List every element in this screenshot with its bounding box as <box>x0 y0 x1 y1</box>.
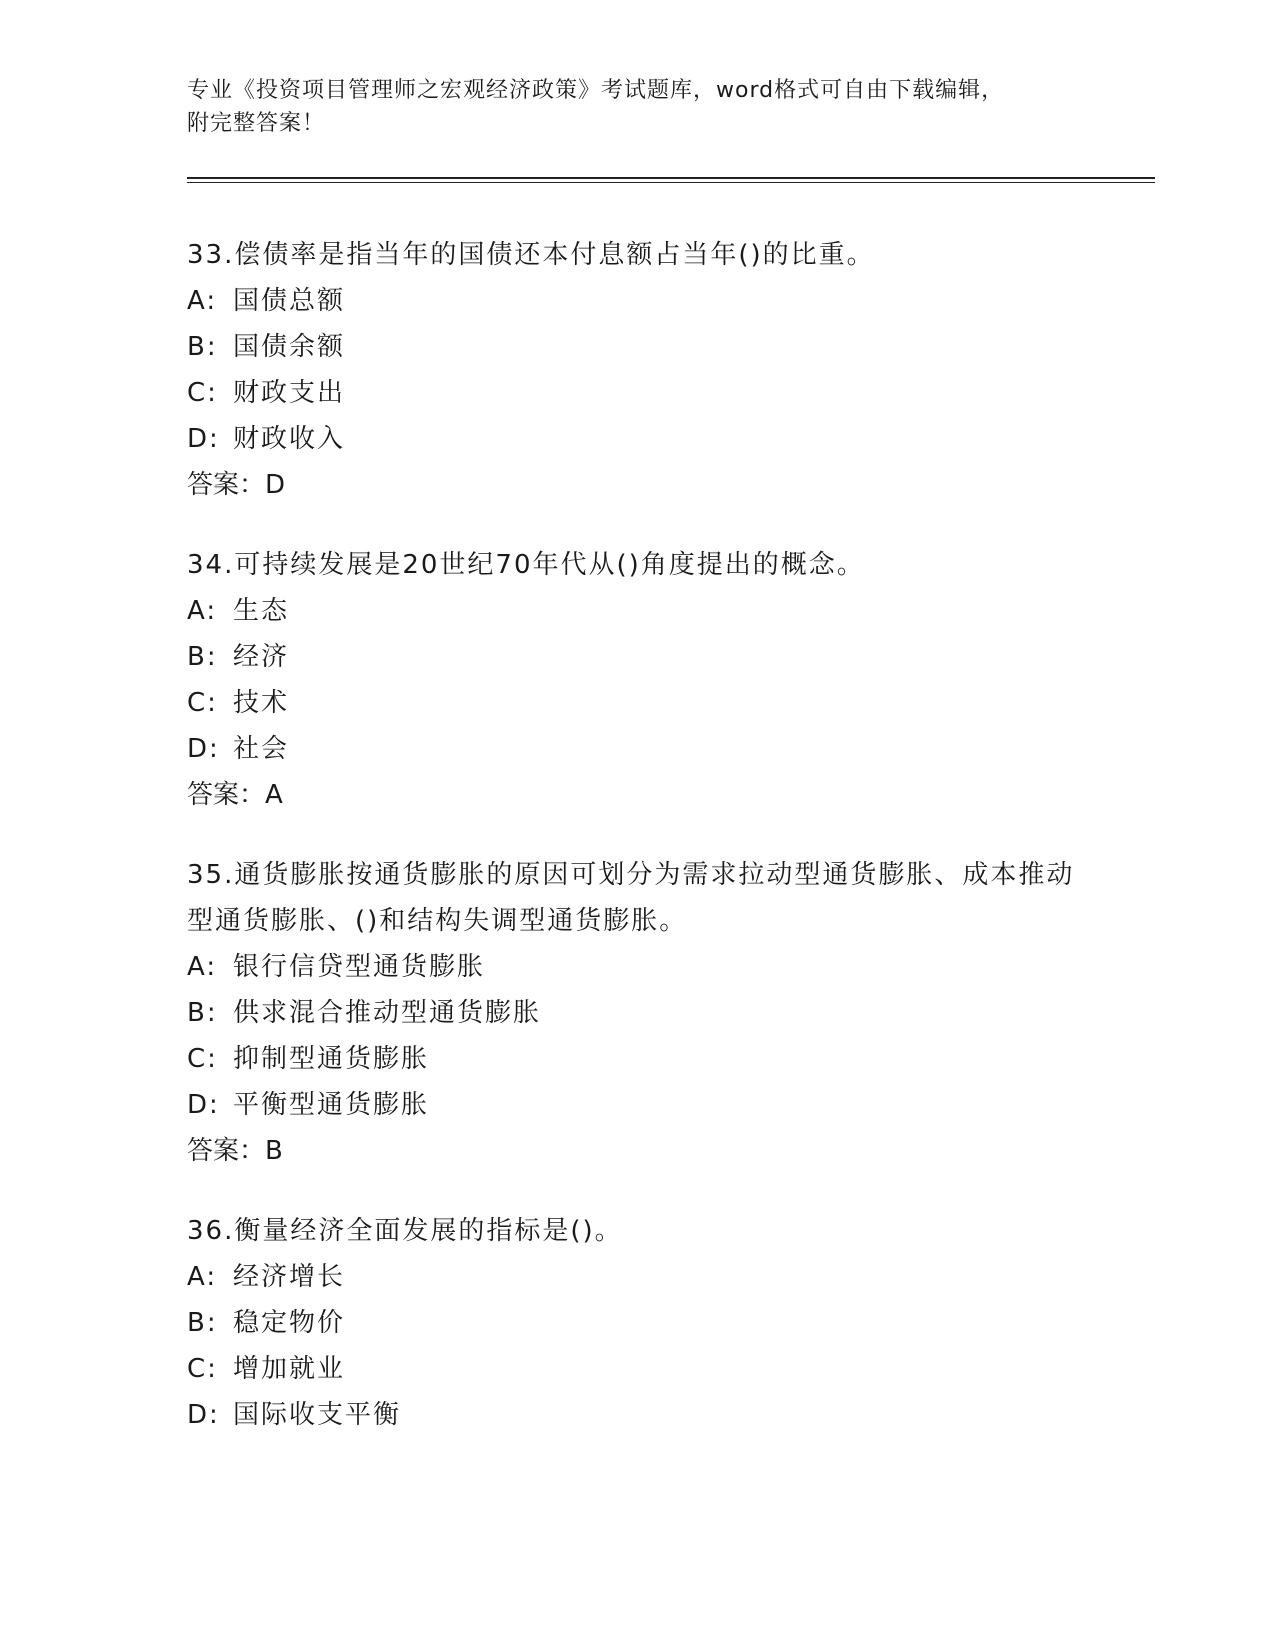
question-stem: 33.偿债率是指当年的国债还本付息额占当年()的比重。 <box>187 240 875 270</box>
option-text: 银行信贷型通货膨胀 <box>233 952 486 982</box>
option-text: 国债余额 <box>233 332 346 362</box>
header-divider-thick <box>187 177 1155 179</box>
question-34 <box>187 542 1087 818</box>
answer-label: 答案： <box>187 470 266 500</box>
option-c <box>187 370 1087 416</box>
option-text: 国际收支平衡 <box>233 1400 402 1430</box>
option-letter: C: <box>187 1044 218 1074</box>
header-divider-thin <box>187 182 1155 183</box>
option-b <box>187 990 1087 1036</box>
option-text: 财政支出 <box>233 378 346 408</box>
option-letter: D: <box>187 1090 220 1120</box>
option-c <box>187 1036 1087 1082</box>
option-d <box>187 1392 1087 1438</box>
option-text: 生态 <box>233 596 290 626</box>
option-text: 供求混合推动型通货膨胀 <box>233 998 542 1028</box>
option-text: 抑制型通货膨胀 <box>233 1044 430 1074</box>
option-letter: D: <box>187 734 220 764</box>
option-d <box>187 1082 1087 1128</box>
header-line-1: 专业《投资项目管理师之宏观经济政策》考试题库，word格式可自由下载编辑， <box>187 78 1005 103</box>
option-c <box>187 680 1087 726</box>
option-b <box>187 1300 1087 1346</box>
option-letter: B: <box>187 998 218 1028</box>
option-d <box>187 416 1087 462</box>
question-stem: 35.通货膨胀按通货膨胀的原因可划分为需求拉动型通货膨胀、成本推动型通货膨胀、()和结构失调型通货膨胀。 <box>187 860 1075 936</box>
question-stem: 36.衡量经济全面发展的指标是()。 <box>187 1216 623 1246</box>
question-stem: 34.可持续发展是20世纪70年代从()角度提出的概念。 <box>187 550 865 580</box>
option-letter: A: <box>187 596 218 626</box>
question-36 <box>187 1208 1087 1438</box>
option-a <box>187 1254 1087 1300</box>
document-header <box>187 74 1087 140</box>
question-35 <box>187 852 1087 1174</box>
option-d <box>187 726 1087 772</box>
option-a <box>187 278 1087 324</box>
option-text: 经济 <box>233 642 290 672</box>
option-a <box>187 588 1087 634</box>
option-letter: B: <box>187 642 218 672</box>
answer-line <box>187 772 1087 818</box>
option-letter: C: <box>187 688 218 718</box>
option-b <box>187 634 1087 680</box>
option-letter: C: <box>187 1354 218 1384</box>
question-33 <box>187 232 1087 508</box>
answer-value: A <box>265 780 283 810</box>
option-text: 社会 <box>233 734 290 764</box>
option-text: 平衡型通货膨胀 <box>233 1090 430 1120</box>
option-letter: B: <box>187 1308 218 1338</box>
option-letter: A: <box>187 286 218 316</box>
option-c <box>187 1346 1087 1392</box>
answer-label: 答案： <box>187 1136 266 1166</box>
option-text: 财政收入 <box>233 424 346 454</box>
answer-value: B <box>265 1136 283 1166</box>
answer-label: 答案： <box>187 780 266 810</box>
header-line-2: 附完整答案！ <box>187 111 326 136</box>
option-letter: C: <box>187 378 218 408</box>
option-letter: D: <box>187 424 220 454</box>
answer-line <box>187 1128 1087 1174</box>
option-text: 技术 <box>233 688 290 718</box>
question-list <box>187 232 1087 1472</box>
answer-value: D <box>265 470 286 500</box>
option-a <box>187 944 1087 990</box>
answer-line <box>187 462 1087 508</box>
option-text: 经济增长 <box>233 1262 346 1292</box>
option-text: 稳定物价 <box>233 1308 346 1338</box>
option-letter: A: <box>187 1262 218 1292</box>
option-letter: A: <box>187 952 218 982</box>
option-b <box>187 324 1087 370</box>
option-text: 增加就业 <box>233 1354 346 1384</box>
option-letter: D: <box>187 1400 220 1430</box>
option-letter: B: <box>187 332 218 362</box>
option-text: 国债总额 <box>233 286 346 316</box>
